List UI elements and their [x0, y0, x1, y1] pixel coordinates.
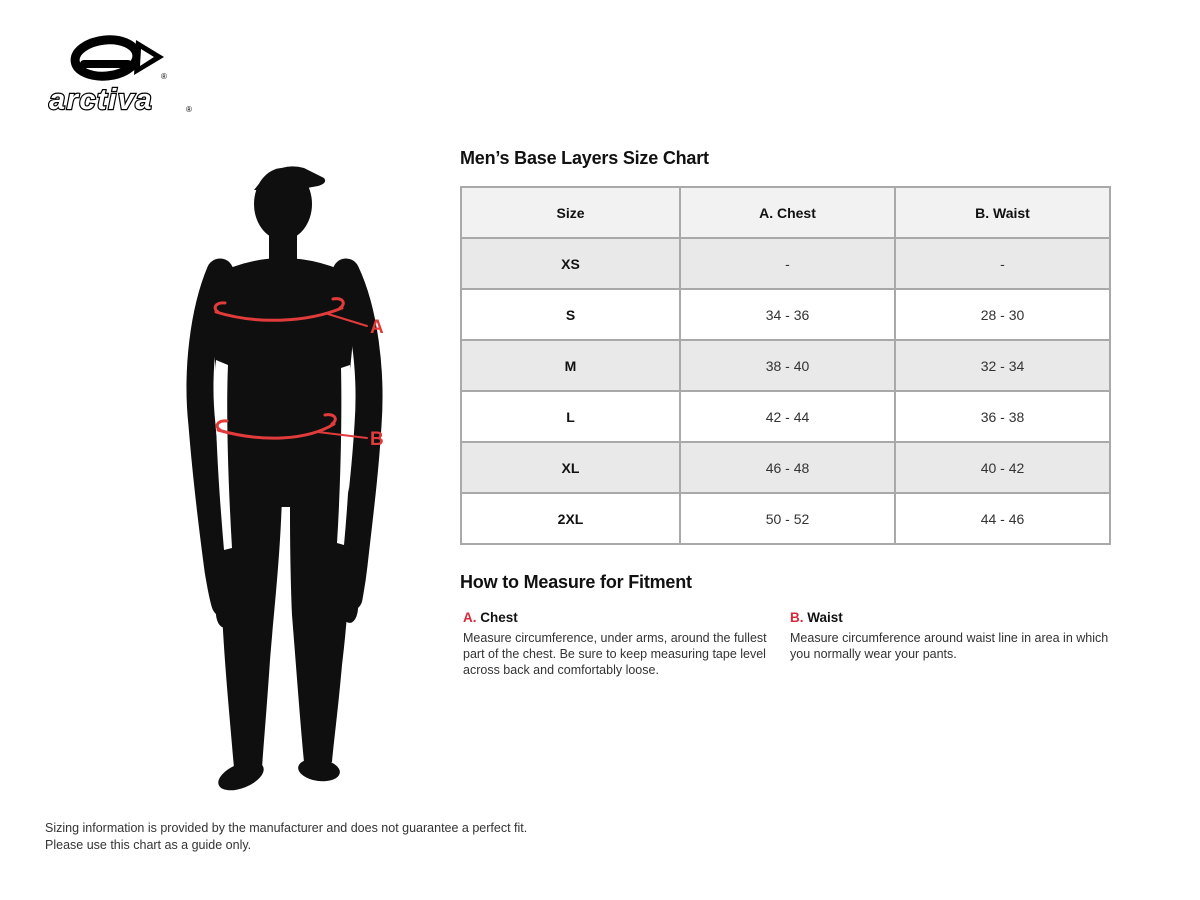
measure-waist-heading	[790, 610, 1120, 625]
waist-cell: 32 - 34	[895, 340, 1110, 391]
measure-waist-letter: B.	[790, 610, 804, 625]
disclaimer-line-2: Please use this chart as a guide only.	[45, 837, 252, 852]
measure-chest-letter: A.	[463, 610, 477, 625]
size-chart-title: Men’s Base Layers Size Chart	[460, 148, 709, 168]
arctiva-wordmark	[49, 84, 192, 116]
how-to-measure-title: How to Measure for Fitment	[460, 572, 692, 592]
size-cell: L	[461, 391, 680, 442]
arctiva-logo-graphic	[48, 34, 208, 118]
table-row-l	[461, 391, 1110, 442]
table-row-xs	[461, 238, 1110, 289]
waist-cell: -	[895, 238, 1110, 289]
chest-cell: -	[680, 238, 895, 289]
table-row-m	[461, 340, 1110, 391]
disclaimer-line-1: Sizing information is provided by the manufacturer and does not guarantee a perfect fit.	[45, 821, 528, 835]
measure-instruction-chest	[463, 610, 775, 678]
registered-mark-icon: ®	[186, 105, 192, 114]
waist-cell: 44 - 46	[895, 493, 1110, 544]
arctiva-logo-mark	[73, 37, 167, 81]
waist-cell: 28 - 30	[895, 289, 1110, 340]
column-header-chest: A. Chest	[680, 187, 895, 238]
waist-cell: 40 - 42	[895, 442, 1110, 493]
measure-chest-description: Measure circumference, under arms, around the fullest part of the chest. Be sure to keep measuring tape level across back and comfortably loose.	[463, 631, 767, 677]
chest-cell: 50 - 52	[680, 493, 895, 544]
measure-chest-heading	[463, 610, 775, 625]
arctiva-brand-text: arctiva	[49, 84, 154, 116]
table-row-2xl	[461, 493, 1110, 544]
body-measurement-diagram	[178, 160, 448, 810]
measure-instruction-waist	[790, 610, 1120, 662]
arctiva-logo	[48, 34, 208, 118]
registered-mark-icon: ®	[161, 72, 167, 81]
measure-chest-name: Chest	[480, 610, 518, 625]
size-cell: XS	[461, 238, 680, 289]
table-header-row	[461, 187, 1110, 238]
chest-cell: 38 - 40	[680, 340, 895, 391]
size-cell: M	[461, 340, 680, 391]
male-silhouette-figure	[178, 160, 448, 810]
chest-cell: 46 - 48	[680, 442, 895, 493]
chest-label-a: A	[370, 317, 384, 338]
waist-cell: 36 - 38	[895, 391, 1110, 442]
sizing-disclaimer	[45, 820, 527, 854]
size-cell: S	[461, 289, 680, 340]
size-cell: 2XL	[461, 493, 680, 544]
chest-cell: 42 - 44	[680, 391, 895, 442]
table-row-xl	[461, 442, 1110, 493]
measure-waist-description: Measure circumference around waist line in area in which you normally wear your pants.	[790, 631, 1109, 661]
column-header-size: Size	[461, 187, 680, 238]
table-row-s	[461, 289, 1110, 340]
size-cell: XL	[461, 442, 680, 493]
column-header-waist: B. Waist	[895, 187, 1110, 238]
waist-label-b: B	[370, 429, 384, 450]
chest-cell: 34 - 36	[680, 289, 895, 340]
size-chart-table	[460, 186, 1111, 545]
measure-waist-name: Waist	[807, 610, 843, 625]
